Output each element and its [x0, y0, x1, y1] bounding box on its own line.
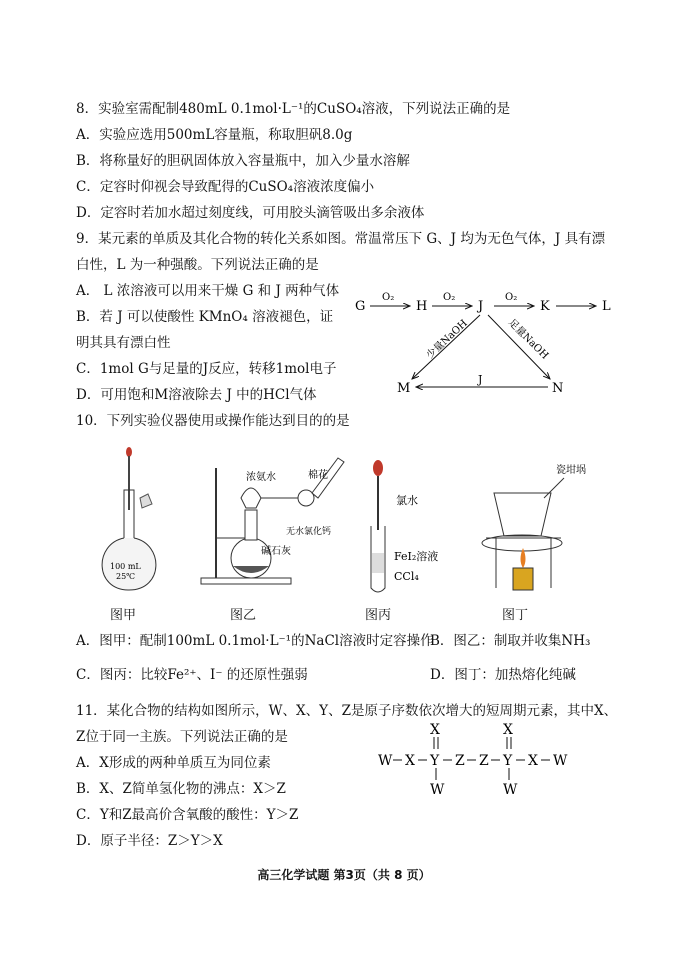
flask-volume-mark: 100 mL	[110, 562, 141, 571]
test-tube-figure	[371, 460, 438, 592]
q8-stem: 8．实验室需配制480mL 0.1mol·L⁻¹的CuSO₄溶液，下列说法正确的是	[76, 101, 511, 117]
atom-z-right: Z	[479, 753, 489, 769]
q11-stem-line1: 11．某化合物的结构如图所示，W、X、Y、Z是原子序数依次增大的短周期元素，其中X、	[76, 703, 618, 719]
label-crucible: 瓷坩埚	[556, 465, 586, 476]
atom-w-right: W	[553, 753, 568, 769]
q10-option-a: A．图甲：配制100mL 0.1mol·L⁻¹的NaCl溶液时定容操作	[76, 633, 434, 649]
node-l: L	[602, 299, 611, 314]
atom-w-left: W	[378, 753, 393, 769]
node-k: K	[540, 299, 550, 314]
q10-option-b: B．图乙：制取并收集NH₃	[430, 633, 591, 649]
label-fei2: FeI₂溶液	[394, 550, 439, 563]
atom-x-top-right: X	[503, 722, 513, 738]
node-j: J	[478, 299, 484, 314]
q11-option-a: A．X形成的两种单质互为同位素	[76, 755, 271, 771]
q8-option-b: B．将称量好的胆矾固体放入容量瓶中，加入少量水溶解	[76, 153, 410, 169]
q9-stem-line1: 9．某元素的单质及其化合物的转化关系如图。常温常压下 G、J 均为无色气体，J 具有漂	[76, 231, 606, 247]
arrow-label-o2-2: O₂	[443, 292, 456, 303]
caption-fig-bing: 图丙	[365, 608, 392, 623]
node-h: H	[416, 299, 428, 314]
node-n: N	[552, 381, 564, 395]
q10-option-c: C．图丙：比较Fe²⁺、I⁻ 的还原性强弱	[76, 667, 308, 683]
q9-option-b: B．若 J 可以使酸性 KMnO₄ 溶液褪色，证	[76, 309, 334, 325]
arrow-label-o2-3: O₂	[505, 292, 518, 303]
crucible-figure	[482, 463, 586, 590]
atom-x-right: X	[528, 753, 538, 769]
atom-x-top-left: X	[430, 722, 440, 738]
atom-w-bottom-right: W	[503, 782, 518, 798]
q9-option-b-cont: 明其具有漂白性	[76, 335, 171, 351]
atom-y-left: Y	[430, 753, 440, 769]
label-ccl4: CCl₄	[394, 570, 419, 583]
atom-z-left: Z	[455, 753, 465, 769]
arrow-label-little-naoh: 少量NaOH	[424, 317, 470, 362]
q8-option-a: A．实验应选用500mL容量瓶，称取胆矾8.0g	[76, 127, 353, 143]
q8-option-d: D．定容时若加水超过刻度线，可用胶头滴管吸出多余液体	[76, 205, 425, 221]
q11-structure-diagram	[368, 722, 578, 798]
ammonia-apparatus-figure	[201, 458, 344, 584]
node-g: G	[355, 299, 366, 314]
caption-fig-jia: 图甲	[110, 608, 137, 623]
q10-apparatus-figure	[76, 438, 616, 598]
atom-x-left: X	[405, 753, 415, 769]
label-chlorine-water: 氯水	[396, 494, 418, 507]
label-soda-lime: 碱石灰	[261, 546, 291, 557]
q10-stem: 10．下列实验仪器使用或操作能达到目的的是	[76, 413, 350, 429]
atom-y-right: Y	[503, 753, 513, 769]
q11-stem-line2: Z位于同一主族。下列说法正确的是	[76, 729, 288, 745]
q8-option-c: C．定容时仰视会导致配得的CuSO₄溶液浓度偏小	[76, 179, 375, 195]
node-m: M	[397, 381, 411, 395]
volumetric-flask-figure	[102, 447, 156, 590]
q9-option-a: A． L 浓溶液可以用来干燥 G 和 J 两种气体	[76, 283, 340, 299]
q9-transformation-diagram	[350, 285, 630, 395]
q11-option-b: B．X、Z简单氢化物的沸点：X＞Z	[76, 781, 286, 797]
atom-w-bottom-left: W	[430, 782, 445, 798]
q9-option-c: C．1mol G与足量的J反应，转移1mol电子	[76, 361, 337, 377]
arrow-label-excess-naoh: 足量NaOH	[505, 317, 551, 362]
label-conc-ammonia: 浓氨水	[246, 472, 276, 483]
page-footer: 高三化学试题 第3页（共 8 页）	[257, 868, 431, 882]
q9-option-d: D．可用饱和M溶液除去 J 中的HCl气体	[76, 387, 317, 403]
q11-option-c: C．Y和Z最高价含氧酸的酸性：Y＞Z	[76, 807, 299, 823]
q10-option-d: D．图丁：加热熔化纯碱	[430, 667, 576, 683]
label-cacl2: 无水氯化钙	[286, 527, 332, 537]
flask-temperature-mark: 25℃	[116, 572, 136, 581]
q11-option-d: D．原子半径：Z＞Y＞X	[76, 833, 223, 849]
q9-stem-line2: 白性，L 为一种强酸。下列说法正确的是	[76, 257, 319, 273]
arrow-label-o2-1: O₂	[382, 292, 395, 303]
arrow-label-j: J	[478, 373, 483, 386]
caption-fig-yi: 图乙	[230, 608, 257, 623]
label-cotton: 棉花	[308, 470, 328, 481]
caption-fig-ding: 图丁	[502, 608, 529, 623]
